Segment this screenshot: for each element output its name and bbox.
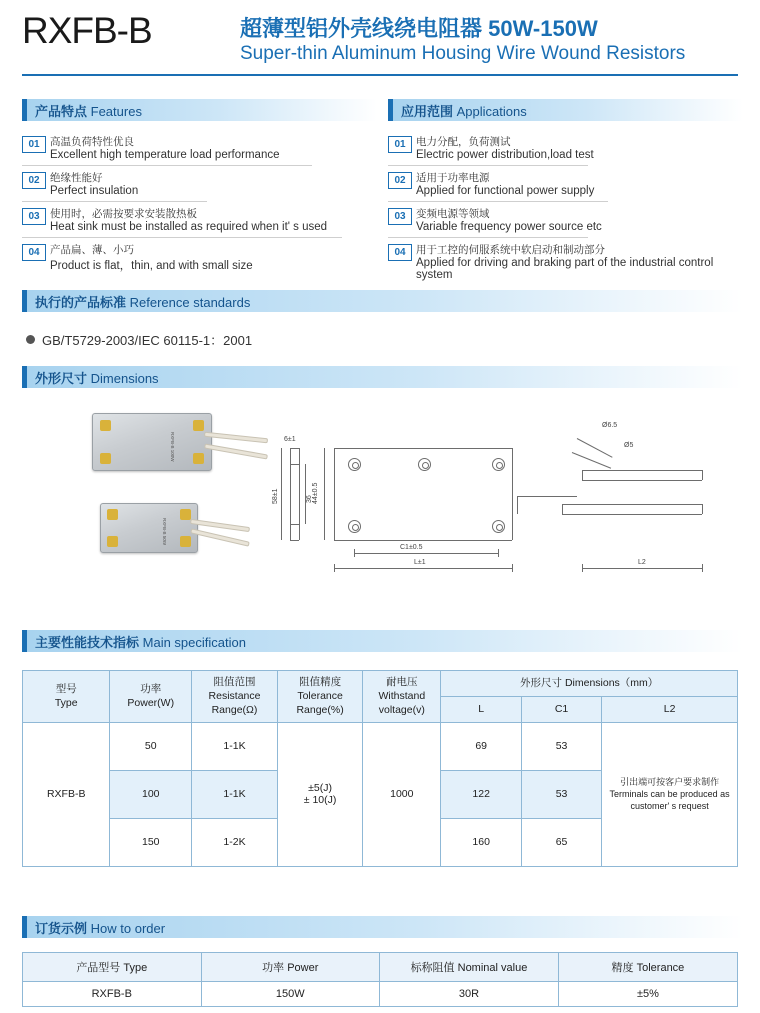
features-bar-en: Features <box>90 104 142 119</box>
application-number: 04 <box>388 244 412 261</box>
cell-resistance: 1-1K <box>192 770 278 818</box>
feature-number: 03 <box>22 208 46 225</box>
dim-thickness: 6±1 <box>284 436 296 443</box>
application-text-en: Applied for driving and braking part of the industrial control system <box>416 257 714 281</box>
specification-table <box>22 670 738 867</box>
list-item <box>22 170 372 206</box>
feature-text-cn: 高温负荷特性优良 <box>50 136 134 148</box>
list-item <box>388 206 738 242</box>
product-photo-small: RXFB-B 50W <box>100 503 198 553</box>
feature-text-cn: 使用时，必需按要求安装散热板 <box>50 208 197 220</box>
order-value-power: 150W <box>201 982 379 1007</box>
col-power <box>110 671 192 723</box>
application-text-cn: 适用于功率电源 <box>416 172 490 184</box>
col-voltage-cn: 耐电压 <box>386 676 418 688</box>
col-voltage <box>363 671 441 723</box>
l2-note-en: Terminals can be produced as customer' s request <box>609 788 730 812</box>
tolerance-j5: ±5(J) <box>308 782 333 795</box>
standards-bar-cn: 执行的产品标准 <box>35 295 127 310</box>
application-text-en: Electric power distribution,load test <box>416 149 594 161</box>
dimensions-drawing-area <box>22 398 738 598</box>
col-resistance-cn: 阻值范围 <box>213 676 256 688</box>
application-text-en: Variable frequency power source etc <box>416 221 602 233</box>
cell-power: 50 <box>110 722 192 770</box>
feature-text-en: Product is flat，thin, and with small size <box>50 260 253 272</box>
applications-list <box>388 134 738 281</box>
cell-power: 100 <box>110 770 192 818</box>
list-item <box>388 242 738 281</box>
cell-resistance: 1-2K <box>192 818 278 866</box>
col-tolerance-cn: 阻值精度 <box>299 676 342 688</box>
features-list <box>22 134 372 278</box>
order-col-nominal-cn: 标称阻值 <box>410 962 455 974</box>
order-col-type-cn: 产品型号 <box>76 962 121 974</box>
cell-power: 150 <box>110 818 192 866</box>
cell-c1: 53 <box>521 722 601 770</box>
feature-text-en: Excellent high temperature load performance <box>50 149 280 161</box>
application-text-cn: 变频电源等领域 <box>416 208 490 220</box>
col-type <box>23 671 110 723</box>
cell-voltage: 1000 <box>363 722 441 866</box>
col-dims-cn: 外形尺寸 <box>520 677 563 690</box>
page-header <box>22 8 738 68</box>
dim-hole-d65: Ø6.5 <box>602 422 618 429</box>
order-col-tolerance-cn: 精度 <box>611 962 634 974</box>
standard-value-row <box>26 330 252 349</box>
col-dimensions-group <box>441 671 738 697</box>
dim-hole-d5: Ø5 <box>624 442 634 449</box>
col-l: L <box>441 696 522 722</box>
dim-l2: L2 <box>638 559 646 566</box>
feature-number: 02 <box>22 172 46 189</box>
application-number: 01 <box>388 136 412 153</box>
dim-height-total: 58±1 <box>272 488 279 504</box>
col-tolerance <box>277 671 362 723</box>
list-item <box>22 206 372 242</box>
dimensions-bar-en: Dimensions <box>90 371 159 386</box>
product-photo-large: RXFB-B 100W <box>92 413 212 471</box>
application-text-cn: 电力分配，负荷测试 <box>416 136 511 148</box>
list-item <box>22 242 372 278</box>
applications-bar-en: Applications <box>456 104 527 119</box>
col-power-cn: 功率 <box>140 683 162 696</box>
col-tolerance-en: Tolerance Range(%) <box>296 690 344 717</box>
col-type-en: Type <box>54 697 78 710</box>
applications-section-bar <box>388 99 743 121</box>
order-col-nominal-en: Nominal value <box>457 962 528 974</box>
bullet-icon <box>26 335 35 344</box>
technical-drawing <box>272 408 742 583</box>
order-col-power-cn: 功率 <box>262 962 285 974</box>
application-number: 03 <box>388 208 412 225</box>
feature-text-cn: 产品扁、薄、小巧 <box>50 244 134 256</box>
cell-type: RXFB-B <box>23 722 110 866</box>
spec-bar-en: Main specification <box>142 635 246 650</box>
order-col-tolerance-en: Tolerance <box>636 962 685 974</box>
spec-bar-cn: 主要性能技术指标 <box>35 635 140 650</box>
col-l2: L2 <box>602 696 738 722</box>
order-col-power-en: Power <box>287 962 319 974</box>
features-section-bar <box>22 99 377 121</box>
list-item <box>388 170 738 206</box>
cell-l: 69 <box>441 722 522 770</box>
order-bar-en: How to order <box>90 921 166 936</box>
dim-c1: C1±0.5 <box>400 544 423 551</box>
application-number: 02 <box>388 172 412 189</box>
header-title-cn: 超薄型铝外壳线绕电阻器 50W-150W <box>240 16 598 41</box>
dim-width-44: 44±0.5 <box>312 482 319 504</box>
order-col-power <box>201 953 379 982</box>
standard-value: GB/T5729-2003/IEC 60115-1：2001 <box>42 333 253 348</box>
order-value-tolerance: ±5% <box>558 982 737 1007</box>
order-col-type <box>23 953 202 982</box>
col-dims-en: Dimensions（mm） <box>564 677 659 690</box>
feature-text-en: Heat sink must be installed as required when it' s used <box>50 221 328 233</box>
order-section-bar <box>22 916 743 938</box>
table-row <box>23 722 738 770</box>
feature-text-en: Perfect insulation <box>50 185 139 197</box>
page-title: RXFB-B <box>22 10 152 51</box>
dimensions-section-bar <box>22 366 743 388</box>
feature-text-cn: 绝缘性能好 <box>50 172 103 184</box>
standards-bar-en: Reference standards <box>129 295 251 310</box>
cell-c1: 65 <box>521 818 601 866</box>
col-power-en: Power(W) <box>127 697 175 710</box>
list-item <box>22 134 372 170</box>
feature-number: 01 <box>22 136 46 153</box>
spec-section-bar <box>22 630 743 652</box>
header-title-en: Super-thin Aluminum Housing Wire Wound Resistors <box>240 43 686 64</box>
cell-l: 160 <box>441 818 522 866</box>
cell-tolerance <box>277 722 362 866</box>
features-bar-cn: 产品特点 <box>35 104 88 119</box>
order-value-type: RXFB-B <box>23 982 202 1007</box>
applications-bar-cn: 应用范围 <box>401 104 454 119</box>
list-item <box>388 134 738 170</box>
order-col-type-en: Type <box>123 962 148 974</box>
order-col-tolerance <box>558 953 737 982</box>
cell-c1: 53 <box>521 770 601 818</box>
dim-l: L±1 <box>414 559 426 566</box>
order-value-nominal: 30R <box>380 982 559 1007</box>
col-voltage-en: Withstand voltage(v) <box>378 690 426 717</box>
col-type-cn: 型号 <box>55 683 77 696</box>
table-header-row <box>23 953 738 982</box>
cell-l2-note <box>602 722 738 866</box>
col-c1: C1 <box>521 696 601 722</box>
application-text-cn: 用于工控的伺服系统中软启动和制动部分 <box>416 244 605 256</box>
header-divider <box>22 74 738 76</box>
cell-resistance: 1-1K <box>192 722 278 770</box>
feature-number: 04 <box>22 244 46 261</box>
tolerance-j10: ± 10(J) <box>303 794 337 807</box>
application-text-en: Applied for functional power supply <box>416 185 595 197</box>
dim-height-inner: 36 <box>306 495 313 503</box>
col-resistance <box>192 671 278 723</box>
order-col-nominal <box>380 953 559 982</box>
table-header-row <box>23 671 738 697</box>
table-row <box>23 982 738 1007</box>
col-resistance-en: Resistance Range(Ω) <box>208 690 261 717</box>
l2-note-cn: 引出端可按客户要求制作 <box>620 776 720 787</box>
cell-l: 122 <box>441 770 522 818</box>
how-to-order-table <box>22 952 738 1007</box>
dimensions-bar-cn: 外形尺寸 <box>35 371 88 386</box>
standards-section-bar <box>22 290 743 312</box>
order-bar-cn: 订货示例 <box>35 921 88 936</box>
